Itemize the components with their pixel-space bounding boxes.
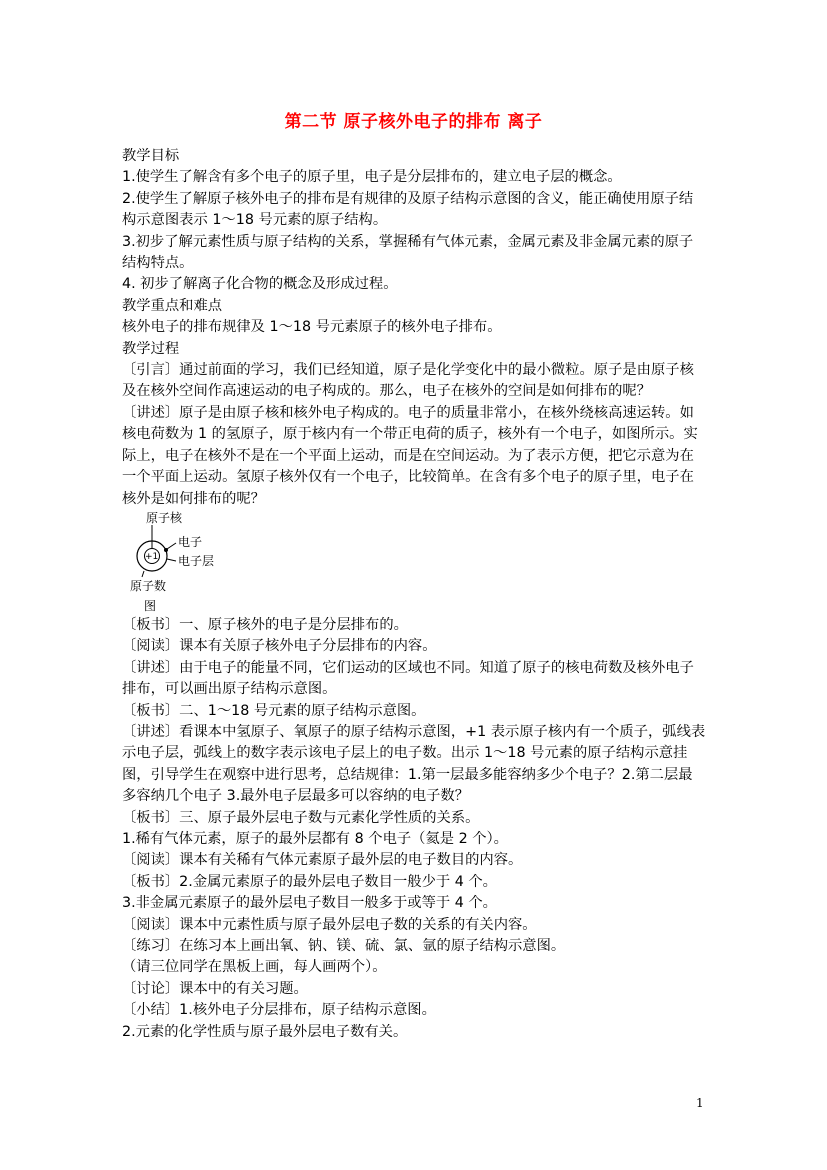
nucleus-label: 原子核 (146, 510, 183, 525)
hydrogen-atom-figure (130, 510, 250, 615)
paragraph: 1.稀有气体元素，原子的最外层都有 8 个电子（氦是 2 个）。 (122, 830, 508, 847)
nucleus-charge: +1 (145, 551, 159, 562)
paragraph: 〔板书〕2.金属元素原子的最外层电子数目一般少于 4 个。 (122, 873, 497, 890)
paragraph: （请三位同学在黑板上画，每人画两个）。 (122, 959, 387, 976)
paragraph: 2.使学生了解原子核外电子的排布是有规律的及原子结构示意图的含义，能正确使用原子结构示意图表示 1～18 号元素的原子结构。 (122, 190, 694, 229)
paragraph: 〔练习〕在练习本上画出氧、钠、镁、硫、氯、氩的原子结构示意图。 (122, 938, 566, 954)
paragraph: 〔板书〕一、原子核外的电子是分层排布的。 (122, 616, 408, 633)
figure-caption: 原子数 (130, 578, 167, 593)
paragraphs-before-figure (122, 146, 706, 510)
page-title: 第二节 原子核外电子的排布 离子 (284, 112, 543, 132)
paragraph: 〔讲述〕原子是由原子核和核外电子构成的。电子的质量非常小，在核外绕核高速运转。如核电荷数为 1 的氢原子，原于核内有一个带正电荷的质子，核外有一个电子，如图所示。实际上，电子在核外不是在一个平面上运动，而是在空间运动。为了表示方便，把它示意为在一个平面上运动。氢原子核外仅有一个电子，比较简单。在含有多个电子的原子里，电子在核外是如何排布的呢？ (122, 404, 698, 507)
paragraph: 教学重点和难点 (122, 297, 223, 314)
paragraph: 核外电子的排布规律及 1～18 号元素原子的核外电子排布。 (122, 319, 502, 336)
paragraph: 〔讲述〕看课本中氢原子、氧原子的原子结构示意图，+1 表示原子核内有一个质子，弧线表示电子层，弧线上的数字表示该电子层上的电子数。出示 1～18 号元素的原子结构示意挂图，引导学生在观察中进行思考，总结规律：1.第一层最多能容纳多少个电子？2.第二层最多容纳几个电子 3.最外电子层最多可以容纳的电子数？ (122, 723, 706, 805)
electron-pointer-line (167, 543, 176, 549)
paragraph: 〔讲述〕由于电子的能量不同，它们运动的区域也不同。知道了原子的核电荷数及核外电子排布，可以画出原子结构示意图。 (122, 659, 694, 698)
paragraphs-after-figure (122, 615, 706, 1043)
paragraph: 教学过程 (122, 340, 180, 357)
paragraph: 〔板书〕三、原子最外层电子数与元素化学性质的关系。 (122, 809, 480, 826)
paragraph: 〔阅读〕课本有关稀有气体元素原子最外层的电子数目的内容。 (122, 852, 523, 869)
page-number: 1 (696, 1096, 704, 1110)
electron-label: 电子 (178, 534, 203, 549)
shell-pointer-line (167, 559, 176, 561)
paragraph: 教学目标 (122, 148, 180, 164)
paragraph: 1.使学生了解含有多个电子的原子里，电子是分层排布的，建立电子层的概念。 (122, 169, 622, 186)
paragraph: 〔小结〕1.核外电子分层排布，原子结构示意图。 (122, 1002, 436, 1019)
paragraph: 2.元素的化学性质与原子最外层电子数有关。 (122, 1023, 408, 1040)
paragraph: 〔阅读〕课本有关原子核外电子分层排布的内容。 (122, 638, 437, 655)
paragraph: 3.初步了解元素性质与原子结构的关系，掌握稀有气体元素，金属元素及非金属元素的原子结构特点。 (122, 233, 694, 272)
paragraph: 〔引言〕通过前面的学习，我们已经知道，原子是化学变化中的最小微粒。原子是由原子核及在核外空间作高速运动的电子构成的。那么，电子在核外的空间是如何排布的呢？ (122, 362, 694, 400)
figure-caption-line2: 图 (144, 598, 157, 613)
shell-label: 电子层 (178, 553, 215, 568)
paragraph: 3.非金属元素原子的最外层电子数目一般多于或等于 4 个。 (122, 895, 497, 912)
paragraph: 4. 初步了解离子化合物的概念及形成过程。 (122, 276, 398, 293)
paragraph: 〔讨论〕课本中的有关习题。 (122, 980, 308, 997)
paragraph: 〔阅读〕课本中元素性质与原子最外层电子数的关系的有关内容。 (122, 916, 537, 933)
caption-pointer-line (142, 571, 144, 577)
paragraph: 〔板书〕二、1～18 号元素的原子结构示意图。 (122, 702, 426, 719)
document-body (122, 146, 706, 1043)
